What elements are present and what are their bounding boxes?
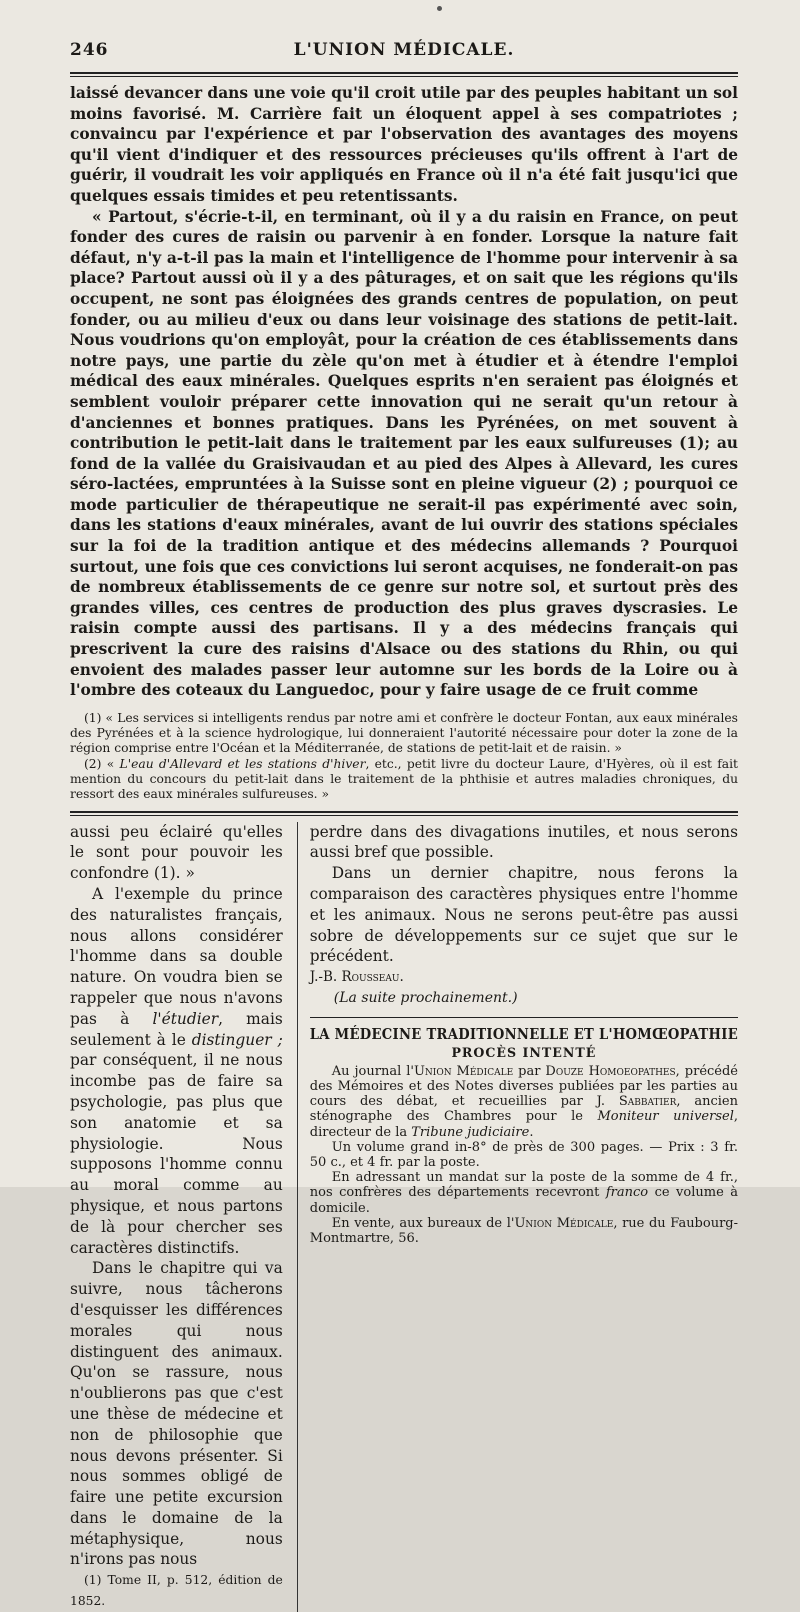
section-rule <box>70 811 738 816</box>
section-subtitle: PROCÈS INTENTÉ <box>451 1044 597 1060</box>
small-caps: Douze Homoeopathes <box>545 1063 676 1079</box>
small-caps: Sabbatier <box>618 1094 677 1110</box>
paragraph: laissé devancer dans une voie qu'il croit utile par des peuples habitant un sol moins favorisé. M. Carrière fait un éloquent appel à ses compatriotes ; convaincu par l'expérience et par l'observation des avantages des moyens qu'il vient d'indiquer et des ressources précieuses qu'ils offrent à l'art de guérir, il voudrait les voir appliqués en France où il n'a été fait jusqu'ici que quelques essais timides et peu retentissants. <box>70 84 738 205</box>
text-run: En vente, aux bureaux de l' <box>331 1215 515 1231</box>
paragraph: « Partout, s'écrie-t-il, en terminant, où il y a du raisin en France, on peut fonder des cures de raisin ou parvenir à en fonder. Lorsque la nature fait défaut, n'y a-t-il pas la main et l'intelligence de l'homme pour intervenir à sa place? Partout aussi où il y a des pâturages, et on sait que les régions qu'ils occupent, ne sont pas éloignées des grands centres de population, on peut fonder, ou au milieu d'eux ou dans leur voisinage des stations de petit-lait. Nous voudrions qu'on employât, pour la création de ces établissements dans notre pays, une partie du zèle qu'on met à étudier et à étendre l'emploi médical des eaux minérales. Quelques esprits n'en seraient pas éloignés et semblent vouloir préparer cette innovation qui ne serait qu'un retour à d'anciennes et bonnes pratiques. Dans les Pyrénées, on met souvent à contribution le petit-lait dans le traitement par les eaux sulfureuses (1); au fond de la vallée du Graisivaudan et au pied des Alpes à Allevard, les cures séro-lactées, empruntées à la Suisse sont en pleine vigueur (2) ; pourquoi ce mode particulier de thérapeutique ne serait-il pas expérimenté avec soin, dans les stations d'eaux minérales, avant de lui ouvrir des stations spéciales sur la foi de la tradition antique et des médecins allemands ? Pourquoi surtout, une fois que ces convictions lui seront acquises, ne fonderait-on pas de nombreux établissements de ce genre sur notre sol, et surtout près des grandes villes, ces centres de production des plus graves dyscrasies. Le raisin compte aussi des partisans. Il y a des médecins français qui prescrivent la cure des raisins d'Alsace ou des stations du Rhin, ou qui envoient des malades passer leur automne sur les bords de la Loire ou à l'ombre des coteaux du Languedoc, pour y faire usage de ce fruit comme <box>70 207 738 700</box>
emphasis: distinguer ; <box>191 1030 283 1049</box>
text-run: , ancien sténographe des Chambres pour le <box>309 1094 738 1125</box>
emphasis: franco <box>605 1185 649 1201</box>
advert-paragraph <box>310 1216 738 1246</box>
small-caps: Union Médicale <box>514 1215 614 1231</box>
paragraph: aussi peu éclairé qu'elles le sont pour pouvoir les confondre (1). » <box>70 822 283 883</box>
advert-paragraph <box>310 1170 738 1216</box>
text-run: , mais seulement à le <box>70 1009 283 1049</box>
book-title: L'eau d'Allevard et les stations d'hiver <box>119 756 366 771</box>
divider <box>310 1017 738 1018</box>
text-run: par conséquent, il ne nous incombe pas de faire sa psychologie, pas plus que son anatomie et sa physiologie. Nous supposons l'homme connu au moral comme au physique, et nous partons de là pour chercher ses caractères distinctifs. <box>70 1051 283 1257</box>
paragraph: Dans un dernier chapitre, nous ferons la comparaison des caractères physiques entre l'homme et les animaux. Nous ne serons peut-être pas aussi sobre de développements sur ce sujet que sur le précédent. <box>309 864 738 966</box>
text-run: , directeur de la <box>309 1109 738 1140</box>
footnote-1: (1) « Les services si intelligents rendus par notre ami et confrère le docteur Fontan, aux eaux minérales des Pyrénées et à la science hydrologique, lui donneraient l'autorité nécessaire pour doter la zone de la région comprise entre l'Océan et la Méditerranée, de stations de petit-lait et de raisin. » <box>70 710 738 756</box>
right-column <box>298 822 738 1612</box>
footnotes <box>70 711 738 803</box>
author-signature: J.-B. Rousseau. <box>309 969 404 986</box>
emphasis: Moniteur universel <box>597 1109 734 1125</box>
text-run: A l'exemple du prince des naturalistes français, nous allons considérer l'homme dans sa double nature. On voudra bien se rappeler que nous n'avons pas à <box>70 884 283 1028</box>
emphasis: l'étudier <box>152 1009 219 1028</box>
text-run: Au journal l' <box>331 1063 414 1079</box>
paragraph: Dans le chapitre qui va suivre, nous tâcherons d'esquisser les différences morales qui nous distinguent des animaux. Qu'on se rassure, nous n'oublierons pas que c'est une thèse de médecine et non de philosophie que nous devons présenter. Si nous sommes obligé de faire une petite excursion dans le domaine de la métaphysique, nous n'irons pas nous <box>70 1259 283 1569</box>
text-run: , précédé des Mémoires et des Notes diverses publiées par les parties au cours des débat, et recueillies par J. <box>309 1063 738 1110</box>
page-number: 246 <box>70 40 109 60</box>
footnote-text: , etc., petit livre du docteur Laure, d'Hyères, où il est fait mention du concours du petit-lait dans le traitement de la phthisie et autres maladies chroniques, du ressort des eaux minérales sulfureuses. » <box>70 756 738 802</box>
header-rule <box>70 72 738 77</box>
ink-speck <box>437 6 442 11</box>
paragraph <box>70 884 283 1258</box>
running-header <box>70 40 738 68</box>
paragraph: perdre dans des divagations inutiles, et nous serons aussi bref que possible. <box>309 822 738 862</box>
journal-title: L'UNION MÉDICALE. <box>293 40 515 60</box>
advert-paragraph <box>310 1064 738 1140</box>
text-run: ce volume à domicile. <box>309 1185 738 1216</box>
two-column-section <box>70 822 738 1612</box>
main-article-text <box>70 83 738 701</box>
text-run: . <box>529 1124 534 1140</box>
small-caps: Union Médicale <box>413 1063 514 1079</box>
section-title: LA MÉDECINE TRADITIONNELLE ET L'HOMŒOPATHIE <box>309 1025 738 1043</box>
text-run: , rue du Faubourg-Montmartre, 56. <box>309 1215 739 1246</box>
text-run: En adressant un mandat sur la poste de la somme de 4 fr., nos confrères des départements recevront <box>309 1170 738 1201</box>
footnote-2 <box>70 757 738 803</box>
footnote-number: (2) « <box>84 756 120 771</box>
left-column <box>70 822 298 1612</box>
continued-note: (La suite prochainement.) <box>333 989 518 1006</box>
text-run: par <box>513 1063 546 1079</box>
emphasis: Tribune judiciaire <box>411 1124 530 1140</box>
column-footnote: (1) Tome II, p. 512, édition de 1852. <box>70 1573 283 1609</box>
advert-paragraph: Un volume grand in-8° de près de 300 pages. — Prix : 3 fr. 50 c., et 4 fr. par la poste. <box>309 1139 738 1170</box>
